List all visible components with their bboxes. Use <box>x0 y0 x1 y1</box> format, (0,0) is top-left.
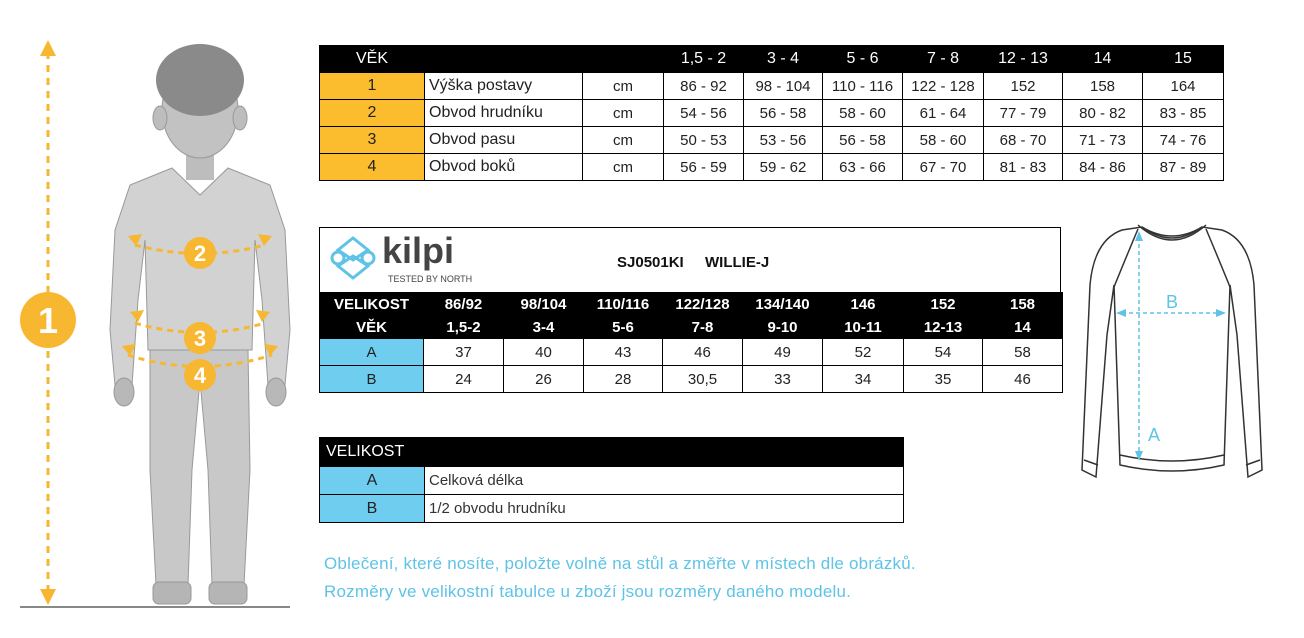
table-cell: 61 - 64 <box>903 100 984 127</box>
figure-right-shoe <box>209 582 247 604</box>
age-col: 3-4 <box>504 316 584 339</box>
product-name: WILLIE-J <box>705 254 770 271</box>
row-label: B <box>320 366 424 393</box>
table-cell: 158 <box>1063 73 1143 100</box>
table-cell: 30,5 <box>663 366 743 393</box>
table-cell: 46 <box>983 366 1063 393</box>
table-cell: 50 - 53 <box>664 127 744 154</box>
row-unit: cm <box>583 127 664 154</box>
figure-left-hand <box>114 378 134 406</box>
product-header <box>319 227 1061 292</box>
age-header-label: VĚK <box>320 46 425 73</box>
size-col: 134/140 <box>743 293 823 316</box>
size-col: 146 <box>823 293 904 316</box>
legend-text: Celková délka <box>425 467 904 495</box>
marker-2 <box>184 237 216 269</box>
table-cell: 110 - 116 <box>823 73 903 100</box>
age-col: 1,5 - 2 <box>664 46 744 73</box>
row-number: 4 <box>320 154 425 181</box>
age-col: 5 - 6 <box>823 46 903 73</box>
legend-label: B <box>320 495 425 523</box>
size-header-label: VELIKOST <box>320 293 424 316</box>
table-cell: 53 - 56 <box>744 127 823 154</box>
table-cell: 83 - 85 <box>1143 100 1224 127</box>
table-cell: 24 <box>424 366 504 393</box>
figure-left-shoe <box>153 582 191 604</box>
age-col: 3 - 4 <box>744 46 823 73</box>
table-cell: 37 <box>424 339 504 366</box>
row-label: Obvod hrudníku <box>425 100 583 127</box>
size-col: 98/104 <box>504 293 584 316</box>
age-measurement-table <box>319 45 1224 181</box>
table-cell: 58 - 60 <box>903 127 984 154</box>
size-col: 152 <box>904 293 983 316</box>
table-cell: 26 <box>504 366 584 393</box>
row-number: 3 <box>320 127 425 154</box>
age-col: 15 <box>1143 46 1224 73</box>
figure-right-hand <box>266 378 286 406</box>
age-col: 7 - 8 <box>903 46 984 73</box>
table-cell: 49 <box>743 339 823 366</box>
legend-text: 1/2 obvodu hrudníku <box>425 495 904 523</box>
svg-text:4: 4 <box>193 363 207 388</box>
row-unit: cm <box>583 154 664 181</box>
table-cell: 40 <box>504 339 584 366</box>
model-note: Rozměry ve velikostní tabulce u zboží jsou rozměry daného modelu. <box>324 582 852 601</box>
table-cell: 80 - 82 <box>1063 100 1143 127</box>
age-subheader-row <box>320 316 1063 339</box>
table-cell: 164 <box>1143 73 1224 100</box>
child-figure <box>0 0 310 638</box>
size-legend-table <box>319 437 904 523</box>
table-cell: 86 - 92 <box>664 73 744 100</box>
row-label: Výška postavy <box>425 73 583 100</box>
size-col: 158 <box>983 293 1063 316</box>
row-label: Obvod pasu <box>425 127 583 154</box>
shirt-outline <box>1082 227 1262 477</box>
height-arrow-bottom <box>40 589 56 605</box>
legend-header-row <box>320 438 904 467</box>
age-col: 12-13 <box>904 316 983 339</box>
kilpi-logo-icon <box>328 233 378 283</box>
table-cell: 152 <box>984 73 1063 100</box>
instruction-note: Oblečení, které nosíte, položte volně na stůl a změřte v místech dle obrázků. <box>324 554 916 573</box>
table-cell: 84 - 86 <box>1063 154 1143 181</box>
table-cell: 58 - 60 <box>823 100 903 127</box>
age-header-row <box>320 46 1224 73</box>
product-size-table <box>319 292 1063 393</box>
shirt-label-b: B <box>1165 292 1179 312</box>
table-row <box>320 127 1224 154</box>
marker-4 <box>184 359 216 391</box>
table-cell: 33 <box>743 366 823 393</box>
table-row <box>320 100 1224 127</box>
table-row <box>320 495 904 523</box>
height-arrow-top <box>40 40 56 56</box>
table-cell: 58 <box>983 339 1063 366</box>
table-cell: 74 - 76 <box>1143 127 1224 154</box>
marker-3 <box>184 322 216 354</box>
age-col: 9-10 <box>743 316 823 339</box>
row-label: A <box>320 339 424 366</box>
age-col: 14 <box>1063 46 1143 73</box>
shirt-diagram <box>1072 215 1272 490</box>
figure-hair <box>156 44 244 116</box>
table-cell: 122 - 128 <box>903 73 984 100</box>
table-row <box>320 366 1063 393</box>
svg-text:3: 3 <box>193 326 207 351</box>
svg-text:1: 1 <box>37 300 59 341</box>
size-col: 110/116 <box>584 293 663 316</box>
age-col: 14 <box>983 316 1063 339</box>
row-unit: cm <box>583 100 664 127</box>
table-cell: 43 <box>584 339 663 366</box>
table-cell: 71 - 73 <box>1063 127 1143 154</box>
table-cell: 56 - 59 <box>664 154 744 181</box>
table-cell: 63 - 66 <box>823 154 903 181</box>
product-code: SJ0501KI <box>617 254 684 271</box>
table-cell: 34 <box>823 366 904 393</box>
table-cell: 54 - 56 <box>664 100 744 127</box>
table-row <box>320 73 1224 100</box>
table-row <box>320 154 1224 181</box>
table-cell: 28 <box>584 366 663 393</box>
table-cell: 56 - 58 <box>744 100 823 127</box>
table-cell: 35 <box>904 366 983 393</box>
table-row <box>320 339 1063 366</box>
table-cell: 59 - 62 <box>744 154 823 181</box>
size-header-row <box>320 293 1063 316</box>
table-cell: 56 - 58 <box>823 127 903 154</box>
brand-tagline: TESTED BY NORTH <box>388 274 473 284</box>
row-number: 2 <box>320 100 425 127</box>
row-number: 1 <box>320 73 425 100</box>
age-col: 5-6 <box>584 316 663 339</box>
table-cell: 67 - 70 <box>903 154 984 181</box>
age-subheader-label: VĚK <box>320 316 424 339</box>
table-cell: 52 <box>823 339 904 366</box>
row-unit: cm <box>583 73 664 100</box>
size-col: 122/128 <box>663 293 743 316</box>
legend-label: A <box>320 467 425 495</box>
table-cell: 77 - 79 <box>984 100 1063 127</box>
age-col: 7-8 <box>663 316 743 339</box>
table-cell: 68 - 70 <box>984 127 1063 154</box>
table-row <box>320 467 904 495</box>
brand-name: kilpi <box>382 230 455 271</box>
age-col: 1,5-2 <box>424 316 504 339</box>
legend-header: VELIKOST <box>320 438 904 467</box>
table-cell: 54 <box>904 339 983 366</box>
age-col: 12 - 13 <box>984 46 1063 73</box>
shirt-label-a: A <box>1147 425 1161 445</box>
table-cell: 81 - 83 <box>984 154 1063 181</box>
table-cell: 87 - 89 <box>1143 154 1224 181</box>
age-col: 10-11 <box>823 316 904 339</box>
table-cell: 46 <box>663 339 743 366</box>
table-cell: 98 - 104 <box>744 73 823 100</box>
svg-text:2: 2 <box>193 241 207 266</box>
row-label: Obvod boků <box>425 154 583 181</box>
size-col: 86/92 <box>424 293 504 316</box>
marker-1 <box>20 292 76 348</box>
